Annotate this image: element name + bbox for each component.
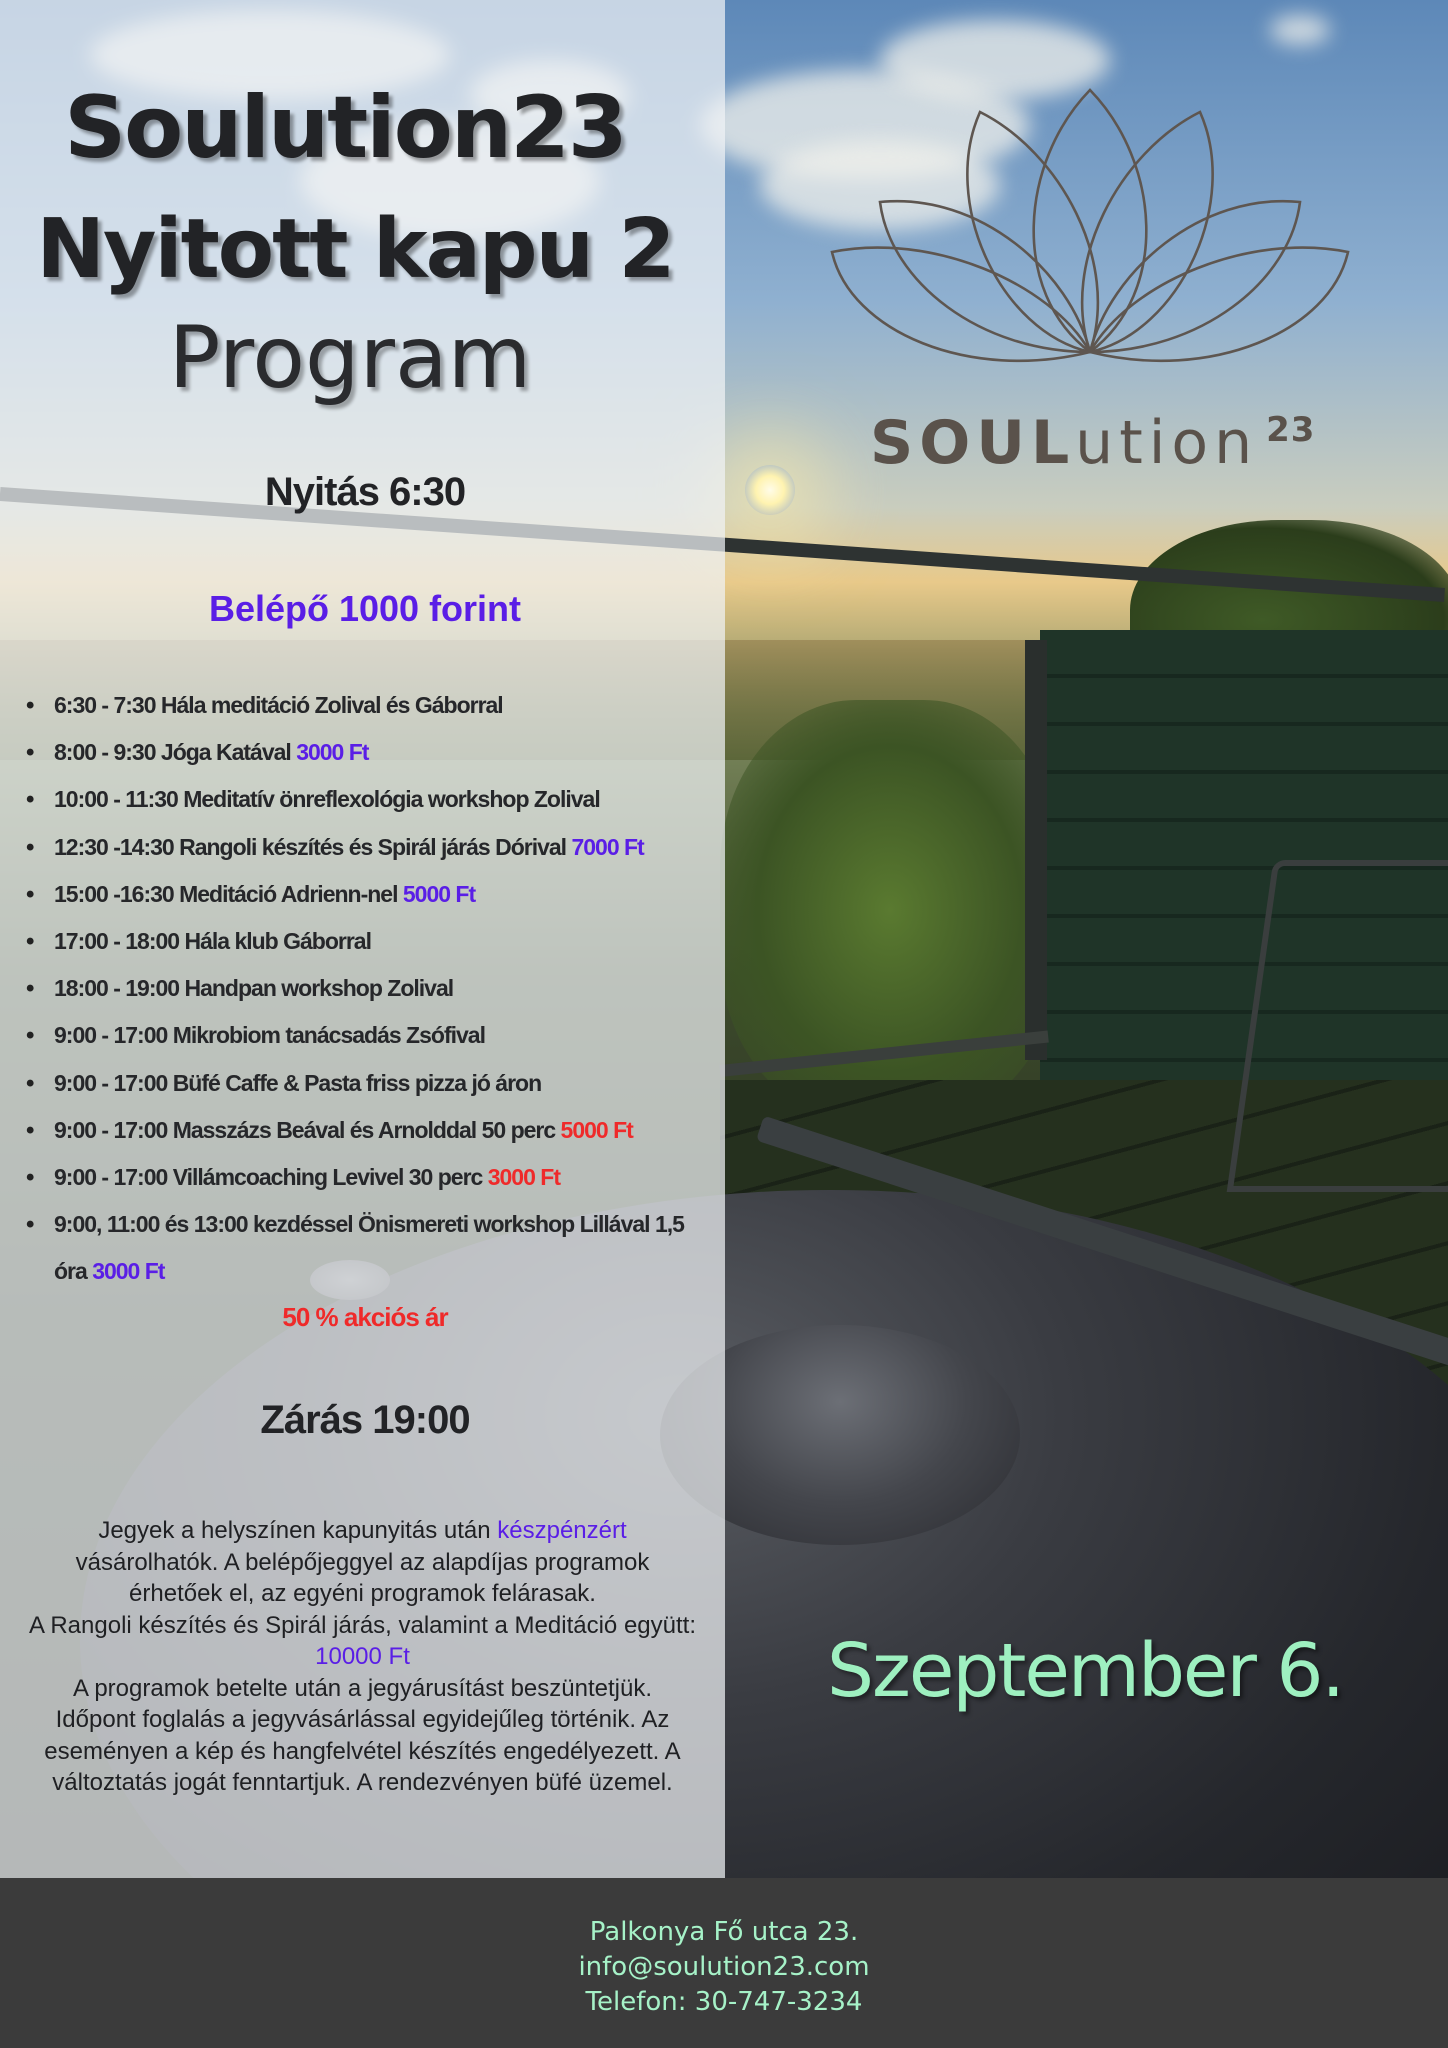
program-item: • 9:00 - 17:00 Villámcoaching Levivel 30 perc 3000 Ft [22, 1154, 722, 1201]
program-item: • 10:00 - 11:30 Meditatív önreflexológia workshop Zolival [22, 776, 722, 823]
logo-wordmark: SOULution $^{23}$ [870, 408, 1316, 478]
program-item: • 15:00 -16:30 Meditáció Adrienn-nel 5000 Ft [22, 871, 722, 918]
program-list [22, 682, 722, 1296]
event-date: Szeptember 6. [827, 1628, 1343, 1714]
program-item: • 6:30 - 7:30 Hála meditáció Zolival és Gáborral [22, 682, 722, 729]
ticket-info: Jegyek a helyszínen kapunyitás után készpénzért vásárolhatók. A belépőjeggyel az alapdíjas programok érhetőek el, az egyéni programok felárasak. A Rangoli készítés és Spirál járás, valamint a Meditáció együtt: 10000 Ft A programok betelte után a jegyárusítást beszüntetjük. Időpont foglalás a jegyvásárlással egyidejűleg történik. Az eseményen a kép és hangfelvétel készítés engedélyezett. A változtatás jogát fenntartjuk. A rendezvényen büfé üzemel. [29, 1517, 696, 1796]
program-item: • 9:00 - 17:00 Mikrobiom tanácsadás Zsófival [22, 1012, 722, 1059]
footer-email: info@soulution23.com [578, 1952, 870, 1982]
opening-time: Nyitás 6:30 [264, 470, 466, 514]
program-item: • 17:00 - 18:00 Hála klub Gáborral [22, 918, 722, 965]
sun [745, 465, 795, 515]
entry-fee: Belépő 1000 forint [208, 588, 522, 629]
program-item: • 12:30 -14:30 Rangoli készítés és Spirál járás Dórival 7000 Ft [22, 824, 722, 871]
program-item: • 9:00, 11:00 és 13:00 kezdéssel Önismereti workshop Lillával 1,5 óra 3000 Ft [22, 1201, 722, 1295]
program-item: • 8:00 - 9:30 Jóga Katával 3000 Ft [22, 729, 722, 776]
lotus-icon [830, 82, 1350, 392]
footer [0, 1878, 1448, 2048]
program-item: • 9:00 - 17:00 Masszázs Beával és Arnolddal 50 perc 5000 Ft [22, 1107, 722, 1154]
footer-phone: Telefon: 30-747-3234 [585, 1987, 863, 2017]
closing-time: Zárás 19:00 [260, 1398, 470, 1442]
program-item: • 18:00 - 19:00 Handpan workshop Zolival [22, 965, 722, 1012]
title-line-3: Program [168, 308, 532, 408]
program-item: • 9:00 - 17:00 Büfé Caffe & Pasta friss pizza jó áron [22, 1060, 722, 1107]
title-line-1: Soulution23 [64, 78, 626, 178]
title-line-2: Nyitott kapu 2 [36, 202, 674, 297]
footer-address: Palkonya Fő utca 23. [589, 1917, 859, 1947]
sale-note: 50 % akciós ár [282, 1302, 448, 1332]
